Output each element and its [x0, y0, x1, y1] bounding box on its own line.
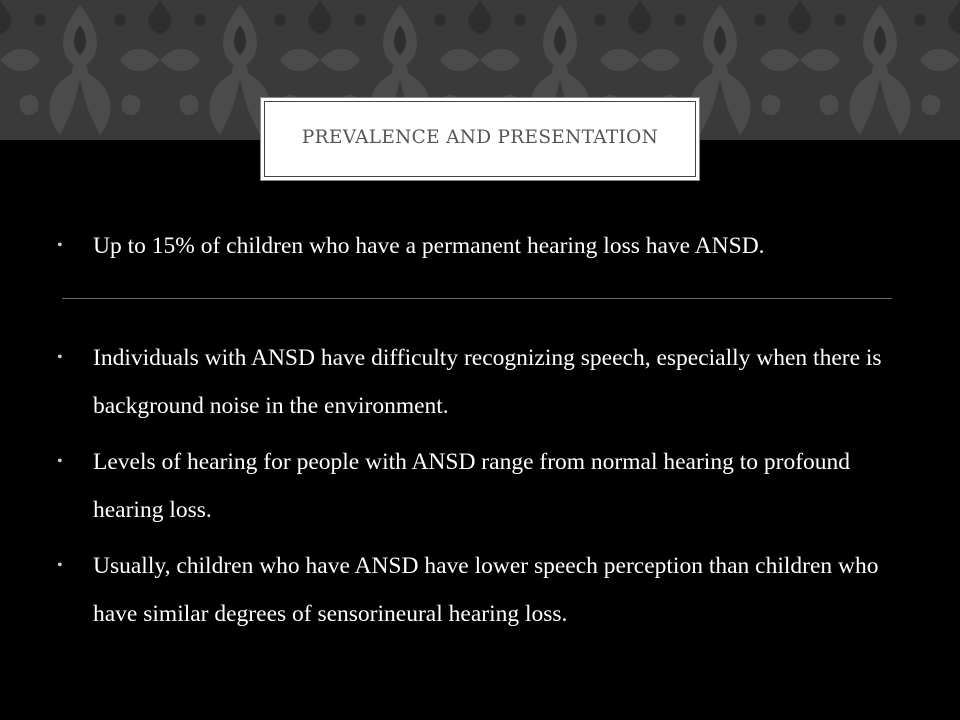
- bullet-text: Up to 15% of children who have a permanent hearing loss have ANSD.: [93, 233, 765, 259]
- bullet-item-4: [57, 542, 913, 638]
- bullet-item-2: [57, 334, 913, 430]
- bullet-text: Levels of hearing for people with ANSD range from normal hearing to profound hearing loss.: [93, 449, 851, 523]
- bullet-text: Individuals with ANSD have difficulty recognizing speech, especially when there is background noise in the environment.: [93, 345, 882, 419]
- bullet-marker: •: [57, 453, 63, 470]
- divider-line: [62, 298, 892, 299]
- slide-title: PREVALENCE AND PRESENTATION: [301, 127, 659, 148]
- bullet-marker: •: [57, 557, 63, 574]
- bullet-text: Usually, children who have ANSD have lower speech perception than children who have similar degrees of sensorineural hearing loss.: [93, 553, 879, 627]
- title-box: [260, 97, 700, 181]
- bullet-item-1: [57, 222, 913, 270]
- bullet-item-3: [57, 438, 913, 534]
- bullet-marker: •: [57, 349, 63, 366]
- bullet-marker: •: [57, 237, 63, 254]
